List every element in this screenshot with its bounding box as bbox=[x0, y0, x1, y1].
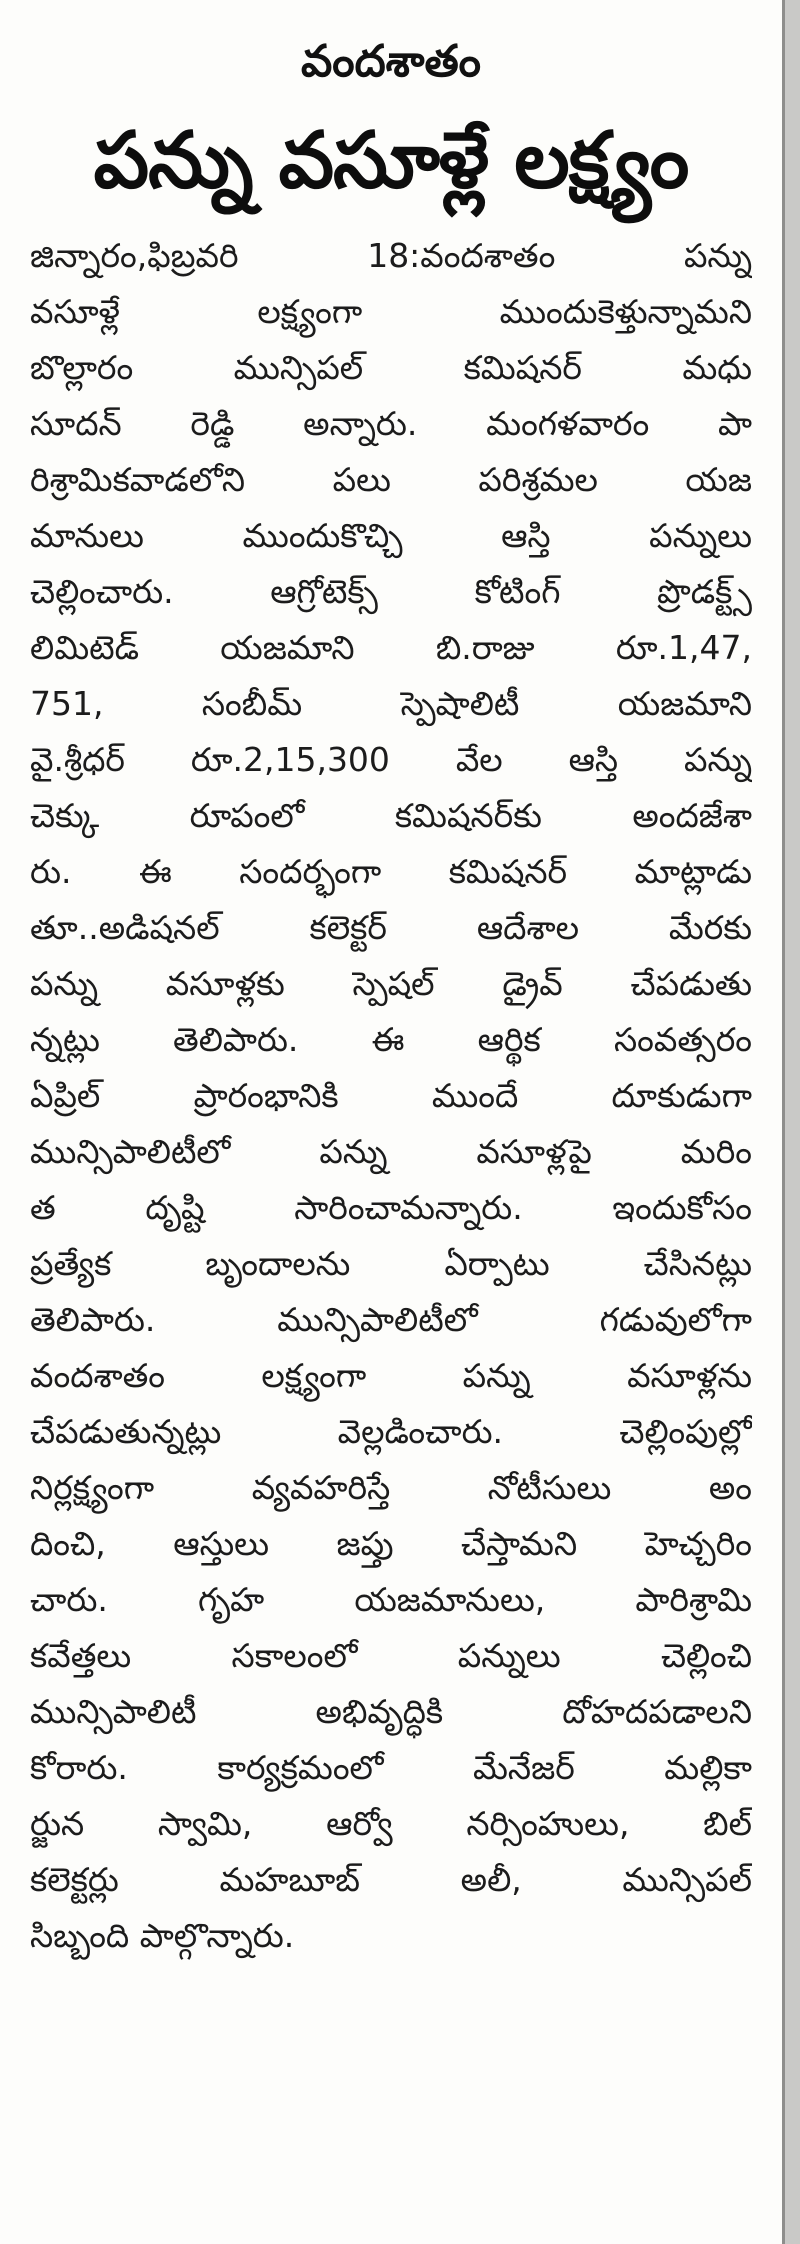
article-line: సిబ్బంది పాల్గొన్నారు. bbox=[30, 1916, 295, 1955]
article-line: కోరారు. కార్యక్రమంలో మేనేజర్ మల్లికా bbox=[30, 1748, 752, 1787]
page-edge bbox=[782, 0, 800, 2244]
article-line: జిన్నారం,ఫిబ్రవరి 18:వందశాతం పన్ను bbox=[30, 236, 752, 275]
article-line: చెల్లించారు. ఆగ్రోటెక్స్ కోటింగ్ ప్రొడక్ట్స్ bbox=[30, 572, 752, 611]
article-line: బొల్లారం మున్సిపల్ కమిషనర్ మధు bbox=[30, 348, 752, 387]
article-line: మానులు ముందుకొచ్చి ఆస్తి పన్నులు bbox=[30, 516, 752, 555]
article-line: సూదన్ రెడ్డి అన్నారు. మంగళవారం పా bbox=[30, 404, 752, 443]
article-line: కలెక్టర్లు మహబూబ్ అలీ, మున్సిపల్ bbox=[30, 1860, 752, 1899]
article-line: లిమిటెడ్ యజమాని బి.రాజు రూ.1,47, bbox=[30, 628, 752, 667]
article-line: దించి, ఆస్తులు జప్తు చేస్తామని హెచ్చరిం bbox=[30, 1524, 752, 1563]
article-line: చారు. గృహ యజమానులు, పారిశ్రామి bbox=[30, 1580, 752, 1619]
article-line: తెలిపారు. మున్సిపాలిటీలో గడువులోగా bbox=[30, 1300, 752, 1339]
article-line: న్నట్లు తెలిపారు. ఈ ఆర్థిక సంవత్సరం bbox=[30, 1020, 752, 1059]
article-line: పన్ను వసూళ్లకు స్పెషల్ డ్రైవ్ చేపడుతు bbox=[30, 964, 752, 1003]
article-line: చేపడుతున్నట్లు వెల్లడించారు. చెల్లింపుల్లో bbox=[30, 1412, 752, 1451]
article-line: చెక్కు రూపంలో కమిషనర్‌కు అందజేశా bbox=[30, 796, 752, 835]
article-line: వై.శ్రీధర్ రూ.2,15,300 వేల ఆస్తి పన్ను bbox=[30, 740, 752, 779]
article-line: ప్రత్యేక బృందాలను ఏర్పాటు చేసినట్లు bbox=[30, 1244, 752, 1283]
article-line: త దృష్టి సారించామన్నారు. ఇందుకోసం bbox=[30, 1188, 752, 1227]
article-line: మున్సిపాలిటీలో పన్ను వసూళ్లపై మరిం bbox=[30, 1132, 752, 1171]
article-line: రు. ఈ సందర్భంగా కమిషనర్ మాట్లాడు bbox=[30, 852, 752, 891]
article-line: ర్జున స్వామి, ఆర్వో నర్సింహులు, బిల్ bbox=[30, 1804, 752, 1843]
article-line: వసూళ్లే లక్ష్యంగా ముందుకెళ్తున్నామని bbox=[30, 292, 752, 331]
article-line: రిశ్రామికవాడలోని పలు పరిశ్రమల యజ bbox=[30, 460, 752, 499]
article-line: కవేత్తలు సకాలంలో పన్నులు చెల్లించి bbox=[30, 1636, 752, 1675]
article-line: ఏప్రిల్ ప్రారంభానికి ముందే దూకుడుగా bbox=[30, 1076, 752, 1115]
article-line: తూ..అడిషనల్ కలెక్టర్ ఆదేశాల మేరకు bbox=[30, 908, 752, 947]
article-body bbox=[30, 228, 752, 1964]
article-headline: పన్ను వసూళ్లే లక్ష్యం bbox=[93, 116, 689, 206]
article-line: వందశాతం లక్ష్యంగా పన్ను వసూళ్లను bbox=[30, 1356, 752, 1395]
article-kicker: వందశాతం bbox=[300, 36, 481, 87]
article-line: నిర్లక్ష్యంగా వ్యవహరిస్తే నోటీసులు అం bbox=[30, 1468, 752, 1507]
article-line: మున్సిపాలిటీ అభివృద్ధికి దోహదపడాలని bbox=[30, 1692, 752, 1731]
article-line: 751, సంబీమ్ స్పెషాలిటీ యజమాని bbox=[30, 684, 752, 723]
